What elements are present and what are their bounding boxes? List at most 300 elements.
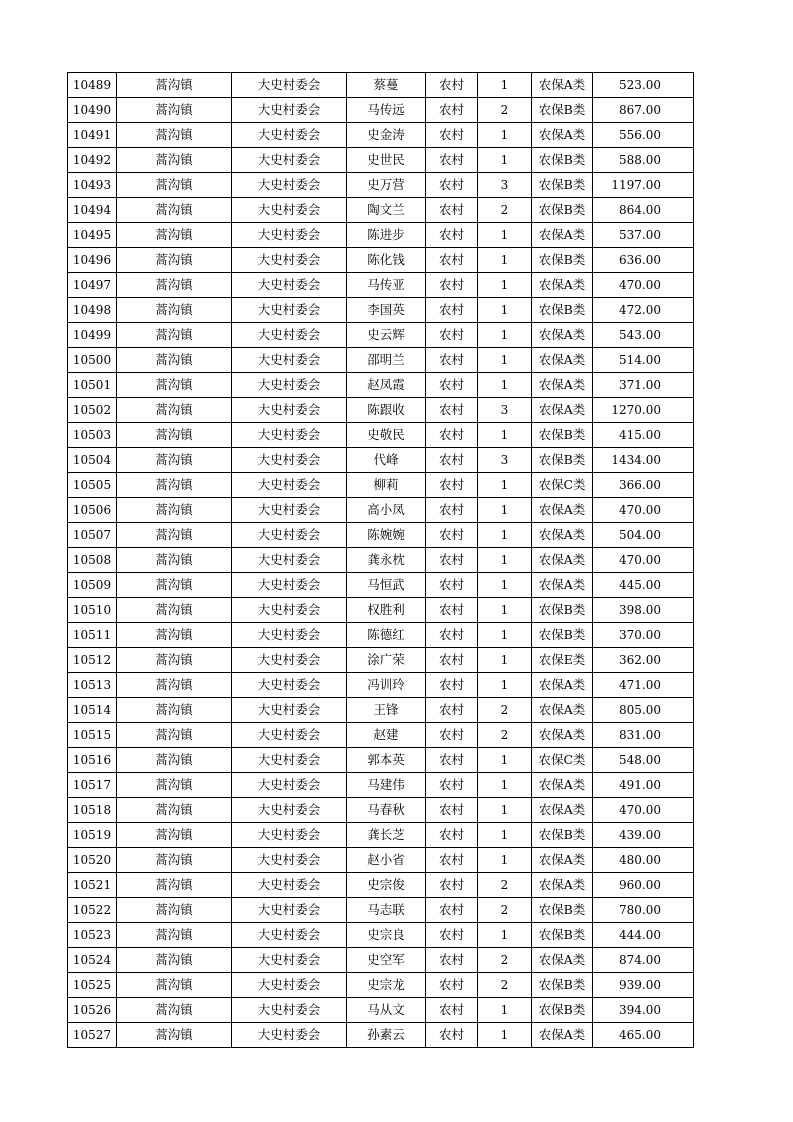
cell-record-id: 10495 [68, 223, 117, 248]
cell-name: 赵小省 [347, 848, 426, 873]
cell-person-count: 1 [478, 523, 532, 548]
cell-village-committee: 大史村委会 [232, 298, 347, 323]
cell-amount: 537.00 [593, 223, 694, 248]
table-row [68, 848, 694, 873]
cell-person-count: 3 [478, 448, 532, 473]
cell-name: 史金涛 [347, 123, 426, 148]
cell-town: 蒿沟镇 [117, 823, 232, 848]
cell-town: 蒿沟镇 [117, 248, 232, 273]
table-row [68, 273, 694, 298]
cell-person-count: 1 [478, 423, 532, 448]
table-row [68, 173, 694, 198]
cell-town: 蒿沟镇 [117, 273, 232, 298]
cell-village-committee: 大史村委会 [232, 873, 347, 898]
cell-record-id: 10507 [68, 523, 117, 548]
cell-person-count: 1 [478, 998, 532, 1023]
cell-person-count: 2 [478, 948, 532, 973]
cell-insurance-category: 农保B类 [532, 598, 593, 623]
cell-village-committee: 大史村委会 [232, 1023, 347, 1048]
cell-person-count: 1 [478, 348, 532, 373]
cell-town: 蒿沟镇 [117, 998, 232, 1023]
cell-name: 陈跟收 [347, 398, 426, 423]
cell-amount: 370.00 [593, 623, 694, 648]
cell-person-count: 1 [478, 923, 532, 948]
table-row [68, 998, 694, 1023]
cell-village-committee: 大史村委会 [232, 723, 347, 748]
cell-amount: 831.00 [593, 723, 694, 748]
cell-village-committee: 大史村委会 [232, 623, 347, 648]
cell-town: 蒿沟镇 [117, 873, 232, 898]
cell-amount: 1197.00 [593, 173, 694, 198]
cell-town: 蒿沟镇 [117, 548, 232, 573]
cell-insurance-category: 农保A类 [532, 723, 593, 748]
cell-amount: 780.00 [593, 898, 694, 923]
table-row [68, 223, 694, 248]
cell-name: 涂广荣 [347, 648, 426, 673]
cell-person-count: 1 [478, 598, 532, 623]
cell-record-id: 10494 [68, 198, 117, 223]
cell-household-type: 农村 [426, 798, 478, 823]
cell-town: 蒿沟镇 [117, 623, 232, 648]
cell-insurance-category: 农保C类 [532, 473, 593, 498]
cell-amount: 470.00 [593, 498, 694, 523]
cell-household-type: 农村 [426, 648, 478, 673]
cell-insurance-category: 农保C类 [532, 748, 593, 773]
cell-town: 蒿沟镇 [117, 673, 232, 698]
cell-name: 陶文兰 [347, 198, 426, 223]
cell-amount: 556.00 [593, 123, 694, 148]
cell-person-count: 2 [478, 973, 532, 998]
cell-town: 蒿沟镇 [117, 598, 232, 623]
table-row [68, 698, 694, 723]
table-row [68, 373, 694, 398]
cell-village-committee: 大史村委会 [232, 848, 347, 873]
cell-village-committee: 大史村委会 [232, 523, 347, 548]
cell-insurance-category: 农保A类 [532, 1023, 593, 1048]
cell-town: 蒿沟镇 [117, 723, 232, 748]
cell-person-count: 1 [478, 773, 532, 798]
cell-amount: 874.00 [593, 948, 694, 973]
cell-town: 蒿沟镇 [117, 473, 232, 498]
cell-village-committee: 大史村委会 [232, 423, 347, 448]
cell-household-type: 农村 [426, 548, 478, 573]
cell-village-committee: 大史村委会 [232, 173, 347, 198]
cell-insurance-category: 农保B类 [532, 423, 593, 448]
cell-person-count: 1 [478, 298, 532, 323]
table-row [68, 498, 694, 523]
cell-amount: 588.00 [593, 148, 694, 173]
cell-household-type: 农村 [426, 898, 478, 923]
cell-record-id: 10523 [68, 923, 117, 948]
cell-name: 马传亚 [347, 273, 426, 298]
cell-person-count: 2 [478, 723, 532, 748]
cell-household-type: 农村 [426, 573, 478, 598]
cell-record-id: 10509 [68, 573, 117, 598]
cell-town: 蒿沟镇 [117, 448, 232, 473]
cell-household-type: 农村 [426, 173, 478, 198]
cell-town: 蒿沟镇 [117, 198, 232, 223]
cell-insurance-category: 农保B类 [532, 448, 593, 473]
cell-amount: 939.00 [593, 973, 694, 998]
table-row [68, 923, 694, 948]
cell-insurance-category: 农保B类 [532, 923, 593, 948]
cell-record-id: 10515 [68, 723, 117, 748]
cell-amount: 543.00 [593, 323, 694, 348]
cell-person-count: 3 [478, 398, 532, 423]
cell-village-committee: 大史村委会 [232, 748, 347, 773]
cell-record-id: 10517 [68, 773, 117, 798]
cell-household-type: 农村 [426, 923, 478, 948]
cell-amount: 444.00 [593, 923, 694, 948]
cell-household-type: 农村 [426, 248, 478, 273]
records-table-body [68, 73, 694, 1048]
table-row [68, 548, 694, 573]
cell-record-id: 10512 [68, 648, 117, 673]
cell-amount: 471.00 [593, 673, 694, 698]
cell-record-id: 10502 [68, 398, 117, 423]
table-row [68, 523, 694, 548]
cell-person-count: 2 [478, 898, 532, 923]
cell-person-count: 2 [478, 98, 532, 123]
cell-record-id: 10492 [68, 148, 117, 173]
cell-name: 代峰 [347, 448, 426, 473]
cell-person-count: 1 [478, 798, 532, 823]
table-row [68, 423, 694, 448]
table-row [68, 448, 694, 473]
cell-household-type: 农村 [426, 698, 478, 723]
cell-record-id: 10516 [68, 748, 117, 773]
cell-record-id: 10510 [68, 598, 117, 623]
cell-town: 蒿沟镇 [117, 898, 232, 923]
cell-name: 赵凤霞 [347, 373, 426, 398]
cell-amount: 394.00 [593, 998, 694, 1023]
table-row [68, 198, 694, 223]
cell-person-count: 1 [478, 648, 532, 673]
cell-name: 李国英 [347, 298, 426, 323]
cell-insurance-category: 农保B类 [532, 98, 593, 123]
cell-record-id: 10526 [68, 998, 117, 1023]
cell-record-id: 10496 [68, 248, 117, 273]
cell-insurance-category: 农保A类 [532, 373, 593, 398]
cell-town: 蒿沟镇 [117, 798, 232, 823]
cell-amount: 470.00 [593, 548, 694, 573]
cell-amount: 480.00 [593, 848, 694, 873]
cell-household-type: 农村 [426, 123, 478, 148]
cell-household-type: 农村 [426, 673, 478, 698]
cell-name: 王锋 [347, 698, 426, 723]
cell-record-id: 10498 [68, 298, 117, 323]
table-row [68, 773, 694, 798]
cell-record-id: 10493 [68, 173, 117, 198]
cell-village-committee: 大史村委会 [232, 823, 347, 848]
cell-record-id: 10524 [68, 948, 117, 973]
cell-town: 蒿沟镇 [117, 398, 232, 423]
cell-insurance-category: 农保A类 [532, 123, 593, 148]
cell-amount: 371.00 [593, 373, 694, 398]
cell-household-type: 农村 [426, 523, 478, 548]
cell-person-count: 1 [478, 148, 532, 173]
cell-town: 蒿沟镇 [117, 348, 232, 373]
cell-name: 陈德红 [347, 623, 426, 648]
cell-name: 龚长芝 [347, 823, 426, 848]
cell-insurance-category: 农保A类 [532, 673, 593, 698]
cell-village-committee: 大史村委会 [232, 398, 347, 423]
cell-town: 蒿沟镇 [117, 848, 232, 873]
cell-name: 马恒武 [347, 573, 426, 598]
cell-amount: 362.00 [593, 648, 694, 673]
cell-amount: 491.00 [593, 773, 694, 798]
cell-insurance-category: 农保B类 [532, 248, 593, 273]
cell-household-type: 农村 [426, 1023, 478, 1048]
cell-insurance-category: 农保B类 [532, 148, 593, 173]
cell-person-count: 1 [478, 123, 532, 148]
cell-village-committee: 大史村委会 [232, 323, 347, 348]
cell-person-count: 1 [478, 273, 532, 298]
cell-name: 蔡蔓 [347, 73, 426, 98]
cell-village-committee: 大史村委会 [232, 923, 347, 948]
cell-amount: 504.00 [593, 523, 694, 548]
cell-household-type: 农村 [426, 423, 478, 448]
cell-record-id: 10508 [68, 548, 117, 573]
table-row [68, 473, 694, 498]
cell-name: 史万营 [347, 173, 426, 198]
cell-record-id: 10513 [68, 673, 117, 698]
cell-household-type: 农村 [426, 148, 478, 173]
cell-insurance-category: 农保A类 [532, 848, 593, 873]
cell-name: 冯训玲 [347, 673, 426, 698]
cell-record-id: 10489 [68, 73, 117, 98]
cell-record-id: 10527 [68, 1023, 117, 1048]
cell-village-committee: 大史村委会 [232, 773, 347, 798]
table-row [68, 623, 694, 648]
cell-insurance-category: 农保A类 [532, 223, 593, 248]
cell-name: 陈婉婉 [347, 523, 426, 548]
cell-household-type: 农村 [426, 773, 478, 798]
table-row [68, 323, 694, 348]
cell-village-committee: 大史村委会 [232, 648, 347, 673]
cell-town: 蒿沟镇 [117, 973, 232, 998]
table-row [68, 298, 694, 323]
cell-record-id: 10491 [68, 123, 117, 148]
cell-insurance-category: 农保E类 [532, 648, 593, 673]
cell-insurance-category: 农保B类 [532, 298, 593, 323]
table-row [68, 823, 694, 848]
cell-person-count: 1 [478, 473, 532, 498]
cell-village-committee: 大史村委会 [232, 98, 347, 123]
cell-amount: 960.00 [593, 873, 694, 898]
cell-record-id: 10506 [68, 498, 117, 523]
cell-person-count: 1 [478, 673, 532, 698]
cell-insurance-category: 农保A类 [532, 498, 593, 523]
cell-town: 蒿沟镇 [117, 223, 232, 248]
cell-town: 蒿沟镇 [117, 323, 232, 348]
cell-name: 史云辉 [347, 323, 426, 348]
cell-name: 马建伟 [347, 773, 426, 798]
table-row [68, 123, 694, 148]
cell-insurance-category: 农保A类 [532, 698, 593, 723]
cell-amount: 523.00 [593, 73, 694, 98]
cell-amount: 439.00 [593, 823, 694, 848]
cell-person-count: 2 [478, 698, 532, 723]
cell-name: 孙素云 [347, 1023, 426, 1048]
cell-household-type: 农村 [426, 198, 478, 223]
cell-record-id: 10497 [68, 273, 117, 298]
table-row [68, 398, 694, 423]
cell-name: 马从文 [347, 998, 426, 1023]
cell-village-committee: 大史村委会 [232, 448, 347, 473]
cell-insurance-category: 农保A类 [532, 773, 593, 798]
cell-person-count: 3 [478, 173, 532, 198]
table-row [68, 948, 694, 973]
cell-village-committee: 大史村委会 [232, 548, 347, 573]
records-table [67, 72, 694, 1048]
cell-town: 蒿沟镇 [117, 373, 232, 398]
cell-name: 马传远 [347, 98, 426, 123]
cell-insurance-category: 农保B类 [532, 898, 593, 923]
cell-amount: 470.00 [593, 798, 694, 823]
cell-village-committee: 大史村委会 [232, 148, 347, 173]
cell-record-id: 10505 [68, 473, 117, 498]
cell-name: 陈化钱 [347, 248, 426, 273]
cell-person-count: 2 [478, 198, 532, 223]
cell-person-count: 1 [478, 248, 532, 273]
cell-record-id: 10520 [68, 848, 117, 873]
table-row [68, 1023, 694, 1048]
cell-amount: 514.00 [593, 348, 694, 373]
cell-amount: 445.00 [593, 573, 694, 598]
cell-town: 蒿沟镇 [117, 298, 232, 323]
cell-village-committee: 大史村委会 [232, 123, 347, 148]
cell-record-id: 10501 [68, 373, 117, 398]
cell-name: 史空军 [347, 948, 426, 973]
cell-town: 蒿沟镇 [117, 173, 232, 198]
cell-person-count: 1 [478, 748, 532, 773]
cell-village-committee: 大史村委会 [232, 798, 347, 823]
cell-amount: 867.00 [593, 98, 694, 123]
cell-town: 蒿沟镇 [117, 698, 232, 723]
cell-village-committee: 大史村委会 [232, 898, 347, 923]
cell-insurance-category: 农保A类 [532, 323, 593, 348]
cell-person-count: 1 [478, 548, 532, 573]
cell-town: 蒿沟镇 [117, 923, 232, 948]
cell-amount: 472.00 [593, 298, 694, 323]
cell-name: 史宗俊 [347, 873, 426, 898]
cell-town: 蒿沟镇 [117, 148, 232, 173]
cell-town: 蒿沟镇 [117, 423, 232, 448]
cell-name: 史敬民 [347, 423, 426, 448]
cell-person-count: 1 [478, 323, 532, 348]
table-row [68, 248, 694, 273]
cell-name: 史宗良 [347, 923, 426, 948]
cell-household-type: 农村 [426, 623, 478, 648]
cell-village-committee: 大史村委会 [232, 598, 347, 623]
cell-name: 赵建 [347, 723, 426, 748]
cell-person-count: 1 [478, 623, 532, 648]
cell-town: 蒿沟镇 [117, 73, 232, 98]
cell-village-committee: 大史村委会 [232, 673, 347, 698]
cell-village-committee: 大史村委会 [232, 698, 347, 723]
cell-household-type: 农村 [426, 598, 478, 623]
cell-person-count: 1 [478, 223, 532, 248]
table-row [68, 648, 694, 673]
cell-insurance-category: 农保A类 [532, 573, 593, 598]
table-row [68, 673, 694, 698]
cell-village-committee: 大史村委会 [232, 473, 347, 498]
cell-village-committee: 大史村委会 [232, 998, 347, 1023]
cell-insurance-category: 农保A类 [532, 273, 593, 298]
cell-household-type: 农村 [426, 748, 478, 773]
cell-village-committee: 大史村委会 [232, 948, 347, 973]
cell-amount: 415.00 [593, 423, 694, 448]
table-row [68, 148, 694, 173]
cell-amount: 864.00 [593, 198, 694, 223]
cell-household-type: 农村 [426, 948, 478, 973]
cell-amount: 398.00 [593, 598, 694, 623]
cell-amount: 366.00 [593, 473, 694, 498]
cell-town: 蒿沟镇 [117, 498, 232, 523]
cell-amount: 636.00 [593, 248, 694, 273]
cell-insurance-category: 农保A类 [532, 873, 593, 898]
cell-town: 蒿沟镇 [117, 98, 232, 123]
cell-town: 蒿沟镇 [117, 573, 232, 598]
cell-name: 郭本英 [347, 748, 426, 773]
cell-person-count: 1 [478, 373, 532, 398]
cell-village-committee: 大史村委会 [232, 498, 347, 523]
cell-name: 高小凤 [347, 498, 426, 523]
cell-amount: 548.00 [593, 748, 694, 773]
cell-insurance-category: 农保B类 [532, 973, 593, 998]
cell-household-type: 农村 [426, 373, 478, 398]
cell-insurance-category: 农保B类 [532, 998, 593, 1023]
table-row [68, 573, 694, 598]
cell-name: 陈进步 [347, 223, 426, 248]
table-row [68, 598, 694, 623]
cell-village-committee: 大史村委会 [232, 198, 347, 223]
cell-town: 蒿沟镇 [117, 948, 232, 973]
cell-village-committee: 大史村委会 [232, 973, 347, 998]
cell-household-type: 农村 [426, 223, 478, 248]
cell-insurance-category: 农保B类 [532, 623, 593, 648]
cell-record-id: 10504 [68, 448, 117, 473]
cell-insurance-category: 农保A类 [532, 798, 593, 823]
cell-village-committee: 大史村委会 [232, 573, 347, 598]
cell-insurance-category: 农保B类 [532, 823, 593, 848]
cell-record-id: 10522 [68, 898, 117, 923]
cell-household-type: 农村 [426, 848, 478, 873]
table-row [68, 873, 694, 898]
cell-household-type: 农村 [426, 498, 478, 523]
cell-record-id: 10519 [68, 823, 117, 848]
cell-record-id: 10500 [68, 348, 117, 373]
table-row [68, 73, 694, 98]
cell-name: 邵明兰 [347, 348, 426, 373]
cell-record-id: 10514 [68, 698, 117, 723]
cell-record-id: 10511 [68, 623, 117, 648]
cell-village-committee: 大史村委会 [232, 273, 347, 298]
cell-record-id: 10521 [68, 873, 117, 898]
cell-household-type: 农村 [426, 723, 478, 748]
cell-village-committee: 大史村委会 [232, 223, 347, 248]
cell-amount: 470.00 [593, 273, 694, 298]
cell-name: 龚永枕 [347, 548, 426, 573]
cell-household-type: 农村 [426, 998, 478, 1023]
cell-town: 蒿沟镇 [117, 523, 232, 548]
cell-person-count: 1 [478, 573, 532, 598]
cell-town: 蒿沟镇 [117, 648, 232, 673]
table-row [68, 748, 694, 773]
table-row [68, 98, 694, 123]
cell-record-id: 10503 [68, 423, 117, 448]
